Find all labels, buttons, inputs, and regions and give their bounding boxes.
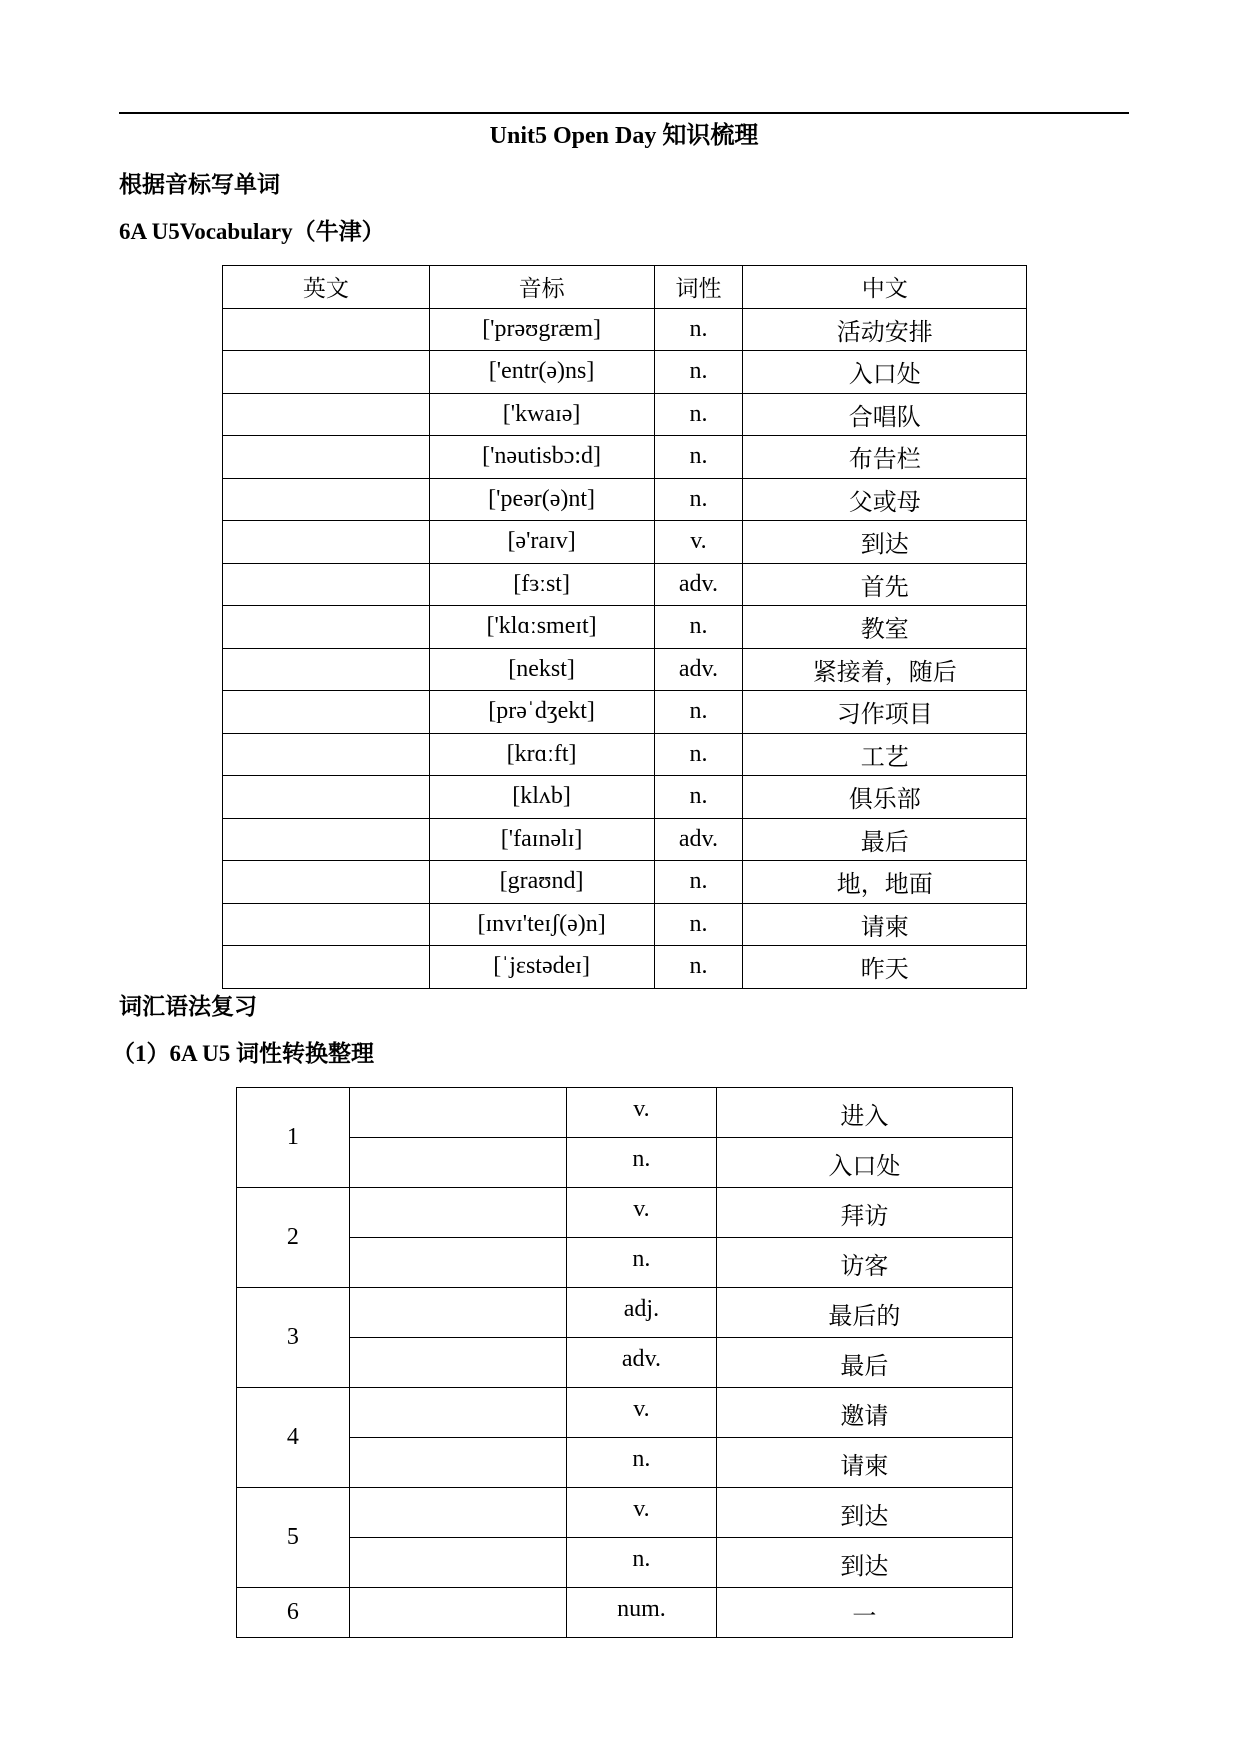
table-row <box>223 308 1027 351</box>
english-answer-cell[interactable] <box>223 478 430 521</box>
english-answer-cell[interactable] <box>223 818 430 861</box>
english-answer-cell[interactable] <box>223 521 430 564</box>
chinese-cell: 活动安排 <box>743 308 1027 351</box>
english-answer-cell[interactable] <box>223 563 430 606</box>
english-answer-cell[interactable] <box>223 861 430 904</box>
english-answer-cell[interactable] <box>223 308 430 351</box>
table-row <box>237 1538 1013 1588</box>
word-answer-cell[interactable] <box>349 1588 566 1638</box>
english-answer-cell[interactable] <box>223 351 430 394</box>
pos-cell: n. <box>654 478 743 521</box>
group-number: 1 <box>237 1088 350 1188</box>
chinese-cell: 入口处 <box>716 1138 1012 1188</box>
pos-cell: n. <box>567 1238 717 1288</box>
chinese-cell: 入口处 <box>743 351 1027 394</box>
chinese-cell: 邀请 <box>716 1388 1012 1438</box>
vocabulary-table-header <box>223 266 1027 309</box>
chinese-cell: 俱乐部 <box>743 776 1027 819</box>
chinese-cell: 合唱队 <box>743 393 1027 436</box>
group-number: 4 <box>237 1388 350 1488</box>
phonetic-cell: [graʊnd] <box>429 861 654 904</box>
pos-cell: v. <box>654 521 743 564</box>
table-row <box>237 1588 1013 1638</box>
word-answer-cell[interactable] <box>349 1288 566 1338</box>
pos-cell: num. <box>567 1588 717 1638</box>
chinese-cell: 访客 <box>716 1238 1012 1288</box>
table-row <box>223 436 1027 479</box>
chinese-cell: 进入 <box>716 1088 1012 1138</box>
chinese-cell: 请柬 <box>716 1438 1012 1488</box>
table-row <box>237 1438 1013 1488</box>
english-answer-cell[interactable] <box>223 393 430 436</box>
phonetic-cell: [nekst] <box>429 648 654 691</box>
phonetic-cell: [krɑːft] <box>429 733 654 776</box>
vocabulary-table <box>222 265 1027 989</box>
pos-cell: n. <box>654 606 743 649</box>
english-answer-cell[interactable] <box>223 648 430 691</box>
pos-cell: n. <box>567 1538 717 1588</box>
header-chinese: 中文 <box>743 266 1027 309</box>
section-subheading-vocabulary: 6A U5Vocabulary（牛津） <box>119 219 385 244</box>
chinese-cell: 一 <box>716 1588 1012 1638</box>
pos-cell: n. <box>654 776 743 819</box>
header-phonetic: 音标 <box>429 266 654 309</box>
pos-cell: v. <box>567 1188 717 1238</box>
table-row <box>237 1188 1013 1238</box>
chinese-cell: 首先 <box>743 563 1027 606</box>
phonetic-cell: [prəˈdʒekt] <box>429 691 654 734</box>
english-answer-cell[interactable] <box>223 436 430 479</box>
pos-cell: n. <box>654 393 743 436</box>
english-answer-cell[interactable] <box>223 606 430 649</box>
pos-cell: adv. <box>654 648 743 691</box>
pos-cell: v. <box>567 1388 717 1438</box>
pos-cell: n. <box>567 1138 717 1188</box>
table-row <box>223 648 1027 691</box>
word-answer-cell[interactable] <box>349 1538 566 1588</box>
phonetic-cell: ['faɪnəlɪ] <box>429 818 654 861</box>
phonetic-cell: [fɜːst] <box>429 563 654 606</box>
header-pos: 词性 <box>654 266 743 309</box>
pos-cell: n. <box>654 436 743 479</box>
pos-cell: adv. <box>567 1338 717 1388</box>
word-answer-cell[interactable] <box>349 1088 566 1138</box>
phonetic-cell: [klʌb] <box>429 776 654 819</box>
word-form-table <box>236 1087 1013 1638</box>
table-row <box>223 606 1027 649</box>
pos-cell: n. <box>654 903 743 946</box>
word-answer-cell[interactable] <box>349 1238 566 1288</box>
phonetic-cell: [ɪnvɪ'teɪʃ(ə)n] <box>429 903 654 946</box>
english-answer-cell[interactable] <box>223 691 430 734</box>
english-answer-cell[interactable] <box>223 733 430 776</box>
table-row <box>223 733 1027 776</box>
pos-cell: n. <box>654 861 743 904</box>
table-row <box>223 563 1027 606</box>
phonetic-cell: [ə'raɪv] <box>429 521 654 564</box>
pos-cell: v. <box>567 1088 717 1138</box>
pos-cell: adv. <box>654 818 743 861</box>
table-row <box>237 1138 1013 1188</box>
pos-cell: v. <box>567 1488 717 1538</box>
chinese-cell: 昨天 <box>743 946 1027 989</box>
header-rule <box>119 112 1129 114</box>
table-row <box>237 1488 1013 1538</box>
word-answer-cell[interactable] <box>349 1488 566 1538</box>
chinese-cell: 教室 <box>743 606 1027 649</box>
phonetic-cell: ['nəutisbɔ:d] <box>429 436 654 479</box>
table-row <box>223 946 1027 989</box>
section-heading-review: 词汇语法复习 <box>119 994 257 1019</box>
section-heading-phonetics: 根据音标写单词 <box>119 172 280 197</box>
table-row <box>223 776 1027 819</box>
chinese-cell: 工艺 <box>743 733 1027 776</box>
pos-cell: n. <box>654 946 743 989</box>
chinese-cell: 最后的 <box>716 1288 1012 1338</box>
phonetic-cell: ['kwaɪə] <box>429 393 654 436</box>
section-subheading-word-forms: （1）6A U5 词性转换整理 <box>112 1041 374 1066</box>
table-row <box>223 818 1027 861</box>
table-row <box>237 1388 1013 1438</box>
chinese-cell: 习作项目 <box>743 691 1027 734</box>
table-row <box>223 478 1027 521</box>
pos-cell: adv. <box>654 563 743 606</box>
phonetic-cell: [ˈjɛstədeɪ] <box>429 946 654 989</box>
chinese-cell: 紧接着，随后 <box>743 648 1027 691</box>
english-answer-cell[interactable] <box>223 776 430 819</box>
pos-cell: adj. <box>567 1288 717 1338</box>
table-row <box>223 691 1027 734</box>
chinese-cell: 布告栏 <box>743 436 1027 479</box>
page-title: Unit5 Open Day 知识梳理 <box>489 123 759 149</box>
table-row <box>223 351 1027 394</box>
chinese-cell: 请柬 <box>743 903 1027 946</box>
english-answer-cell[interactable] <box>223 946 430 989</box>
table-row <box>237 1088 1013 1138</box>
english-answer-cell[interactable] <box>223 903 430 946</box>
group-number: 2 <box>237 1188 350 1288</box>
group-number: 5 <box>237 1488 350 1588</box>
word-answer-cell[interactable] <box>349 1438 566 1488</box>
chinese-cell: 到达 <box>743 521 1027 564</box>
table-row <box>237 1338 1013 1388</box>
table-row <box>237 1238 1013 1288</box>
phonetic-cell: ['entr(ə)ns] <box>429 351 654 394</box>
chinese-cell: 拜访 <box>716 1188 1012 1238</box>
word-answer-cell[interactable] <box>349 1188 566 1238</box>
table-row <box>223 861 1027 904</box>
phonetic-cell: ['prəʊgræm] <box>429 308 654 351</box>
word-answer-cell[interactable] <box>349 1388 566 1438</box>
table-row <box>223 903 1027 946</box>
phonetic-cell: ['peər(ə)nt] <box>429 478 654 521</box>
chinese-cell: 到达 <box>716 1538 1012 1588</box>
word-answer-cell[interactable] <box>349 1338 566 1388</box>
chinese-cell: 到达 <box>716 1488 1012 1538</box>
word-answer-cell[interactable] <box>349 1138 566 1188</box>
chinese-cell: 父或母 <box>743 478 1027 521</box>
group-number: 6 <box>237 1588 350 1638</box>
pos-cell: n. <box>654 691 743 734</box>
chinese-cell: 最后 <box>716 1338 1012 1388</box>
header-english: 英文 <box>223 266 430 309</box>
pos-cell: n. <box>654 308 743 351</box>
group-number: 3 <box>237 1288 350 1388</box>
chinese-cell: 地，地面 <box>743 861 1027 904</box>
chinese-cell: 最后 <box>743 818 1027 861</box>
pos-cell: n. <box>567 1438 717 1488</box>
table-row <box>223 521 1027 564</box>
phonetic-cell: ['klɑːsmeɪt] <box>429 606 654 649</box>
table-row <box>223 393 1027 436</box>
pos-cell: n. <box>654 351 743 394</box>
table-row <box>237 1288 1013 1338</box>
pos-cell: n. <box>654 733 743 776</box>
